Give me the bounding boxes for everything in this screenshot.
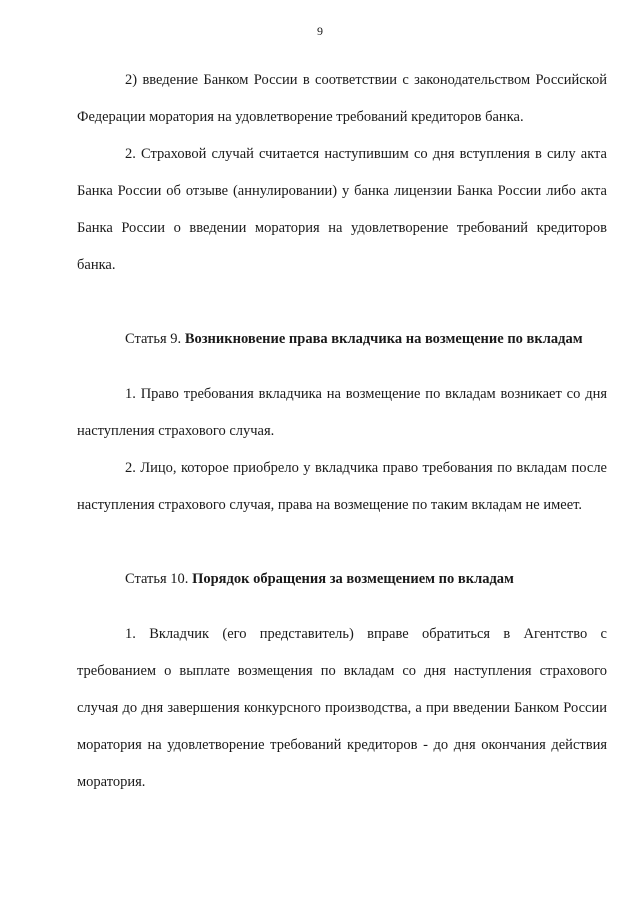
- article-10-paragraph-1: 1. Вкладчик (его представитель) вправе обратиться в Агентство с требованием о выплате возмещения по вкладам со дня наступления страхового случая до дня завершения конкурсного производства, а при введении Банком России моратория на удовлетворение требований кредиторов - до дня окончания действия моратория.: [77, 626, 607, 790]
- paragraph-moratorium-item: 2) введение Банком России в соответствии с законодательством Российской Федерации моратория на удовлетворение требований кредиторов банка.: [77, 72, 607, 125]
- article-9-paragraph-1: 1. Право требования вкладчика на возмещение по вкладам возникает со дня наступления страхового случая.: [77, 386, 607, 439]
- article-9-heading: [77, 321, 607, 358]
- section-spacer: [77, 524, 607, 561]
- page-number: 9: [317, 24, 323, 38]
- paragraph-insured-event: 2. Страховой случай считается наступившим со дня вступления в силу акта Банка России об отзыве (аннулировании) у банка лицензии Банка России либо акта Банка России о введении моратория на удовлетворение требований кредиторов банка.: [77, 146, 607, 273]
- document-body: [77, 62, 607, 801]
- article-10-label: Статья 10.: [125, 571, 189, 587]
- section-spacer: [77, 358, 607, 376]
- section-spacer: [77, 284, 607, 321]
- article-9-paragraph-2: 2. Лицо, которое приобрело у вкладчика право требования по вкладам после наступления страхового случая, права на возмещение по таким вкладам не имеет.: [77, 460, 607, 513]
- article-10-title: Порядок обращения за возмещением по вкладам: [192, 571, 514, 587]
- article-10-heading: [77, 561, 607, 598]
- article-9-title: Возникновение права вкладчика на возмещение по вкладам: [184, 331, 583, 347]
- article-9-label: Статья 9.: [125, 331, 182, 347]
- section-spacer: [77, 598, 607, 616]
